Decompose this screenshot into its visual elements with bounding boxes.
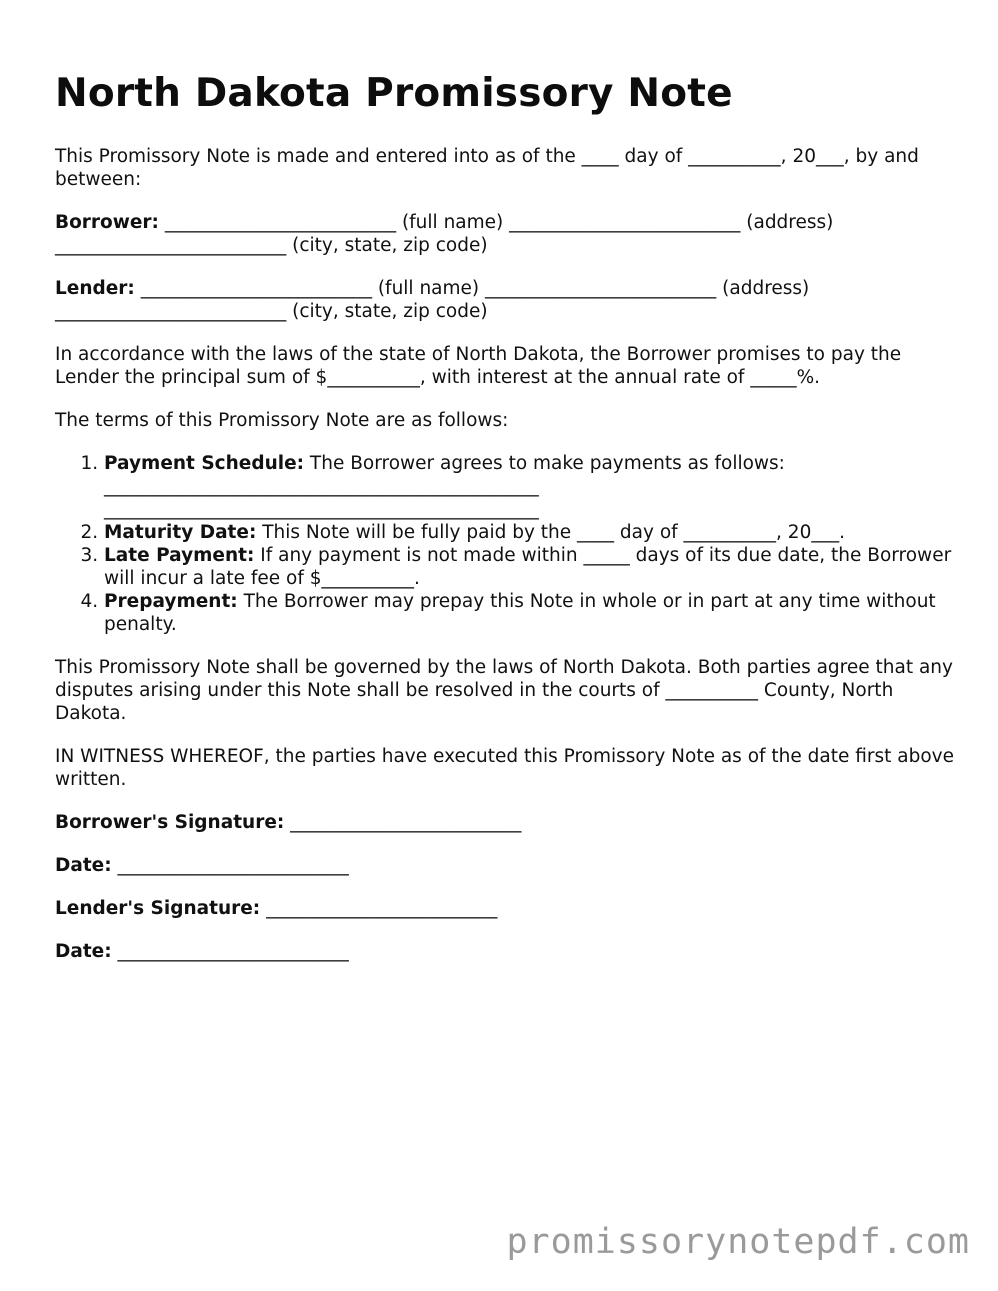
borrower-date-label: Date:	[55, 855, 112, 876]
borrower-date-line	[55, 854, 955, 877]
terms-lead: The terms of this Promissory Note are as follows:	[55, 410, 509, 431]
schedule-line: _______________________________________________	[104, 476, 539, 497]
term-label: Maturity Date:	[104, 522, 257, 543]
lender-fields: _________________________ (full name) _________________________ (address) _________________________ (city, state, zip code)	[55, 278, 810, 322]
watermark: promissorynotepdf.com	[506, 1222, 970, 1262]
page-title: North Dakota Promissory Note	[55, 71, 733, 116]
term-payment-schedule	[104, 452, 955, 521]
term-label: Prepayment:	[104, 591, 238, 612]
witness-paragraph: IN WITNESS WHEREOF, the parties have executed this Promissory Note as of the date first above written.	[55, 746, 955, 790]
borrower-date-blank: _________________________	[111, 855, 349, 876]
borrower-signature-blank: _________________________	[284, 812, 522, 833]
schedule-line: _______________________________________________	[104, 499, 539, 520]
lender-signature-blank: _________________________	[260, 898, 498, 919]
term-text: This Note will be fully paid by the ____ day of __________, 20___.	[256, 522, 845, 543]
terms-list	[55, 452, 955, 636]
borrower-signature-label: Borrower's Signature:	[55, 812, 285, 833]
borrower-signature-line	[55, 811, 955, 834]
intro-paragraph: This Promissory Note is made and entered into as of the ____ day of __________, 20___, by and between:	[55, 146, 919, 190]
document-page	[55, 66, 955, 963]
principal-paragraph: In accordance with the laws of the state of North Dakota, the Borrower promises to pay the Lender the principal sum of $__________, with interest at the annual rate of _____%.	[55, 344, 902, 388]
lender-signature-line	[55, 897, 955, 920]
term-text: The Borrower agrees to make payments as follows:	[304, 453, 785, 474]
lender-date-label: Date:	[55, 941, 112, 962]
borrower-fields: _________________________ (full name) _________________________ (address) _________________________ (city, state, zip code)	[55, 212, 834, 256]
borrower-block	[55, 211, 955, 257]
lender-block	[55, 277, 955, 323]
term-late-payment	[104, 544, 955, 590]
lender-date-blank: _________________________	[111, 941, 349, 962]
term-label: Late Payment:	[104, 545, 255, 566]
term-text: The Borrower may prepay this Note in whole or in part at any time without penalty.	[104, 591, 936, 635]
term-text: If any payment is not made within _____ days of its due date, the Borrower will incur a late fee of $__________.	[104, 545, 952, 589]
lender-label: Lender:	[55, 278, 135, 299]
lender-date-line	[55, 940, 955, 963]
governing-law-paragraph: This Promissory Note shall be governed by the laws of North Dakota. Both parties agree that any disputes arising under this Note shall be resolved in the courts of __________ County, North Dakota.	[55, 657, 953, 724]
term-prepayment	[104, 590, 955, 636]
term-maturity-date	[104, 521, 955, 544]
term-label: Payment Schedule:	[104, 453, 305, 474]
lender-signature-label: Lender's Signature:	[55, 898, 261, 919]
borrower-label: Borrower:	[55, 212, 159, 233]
